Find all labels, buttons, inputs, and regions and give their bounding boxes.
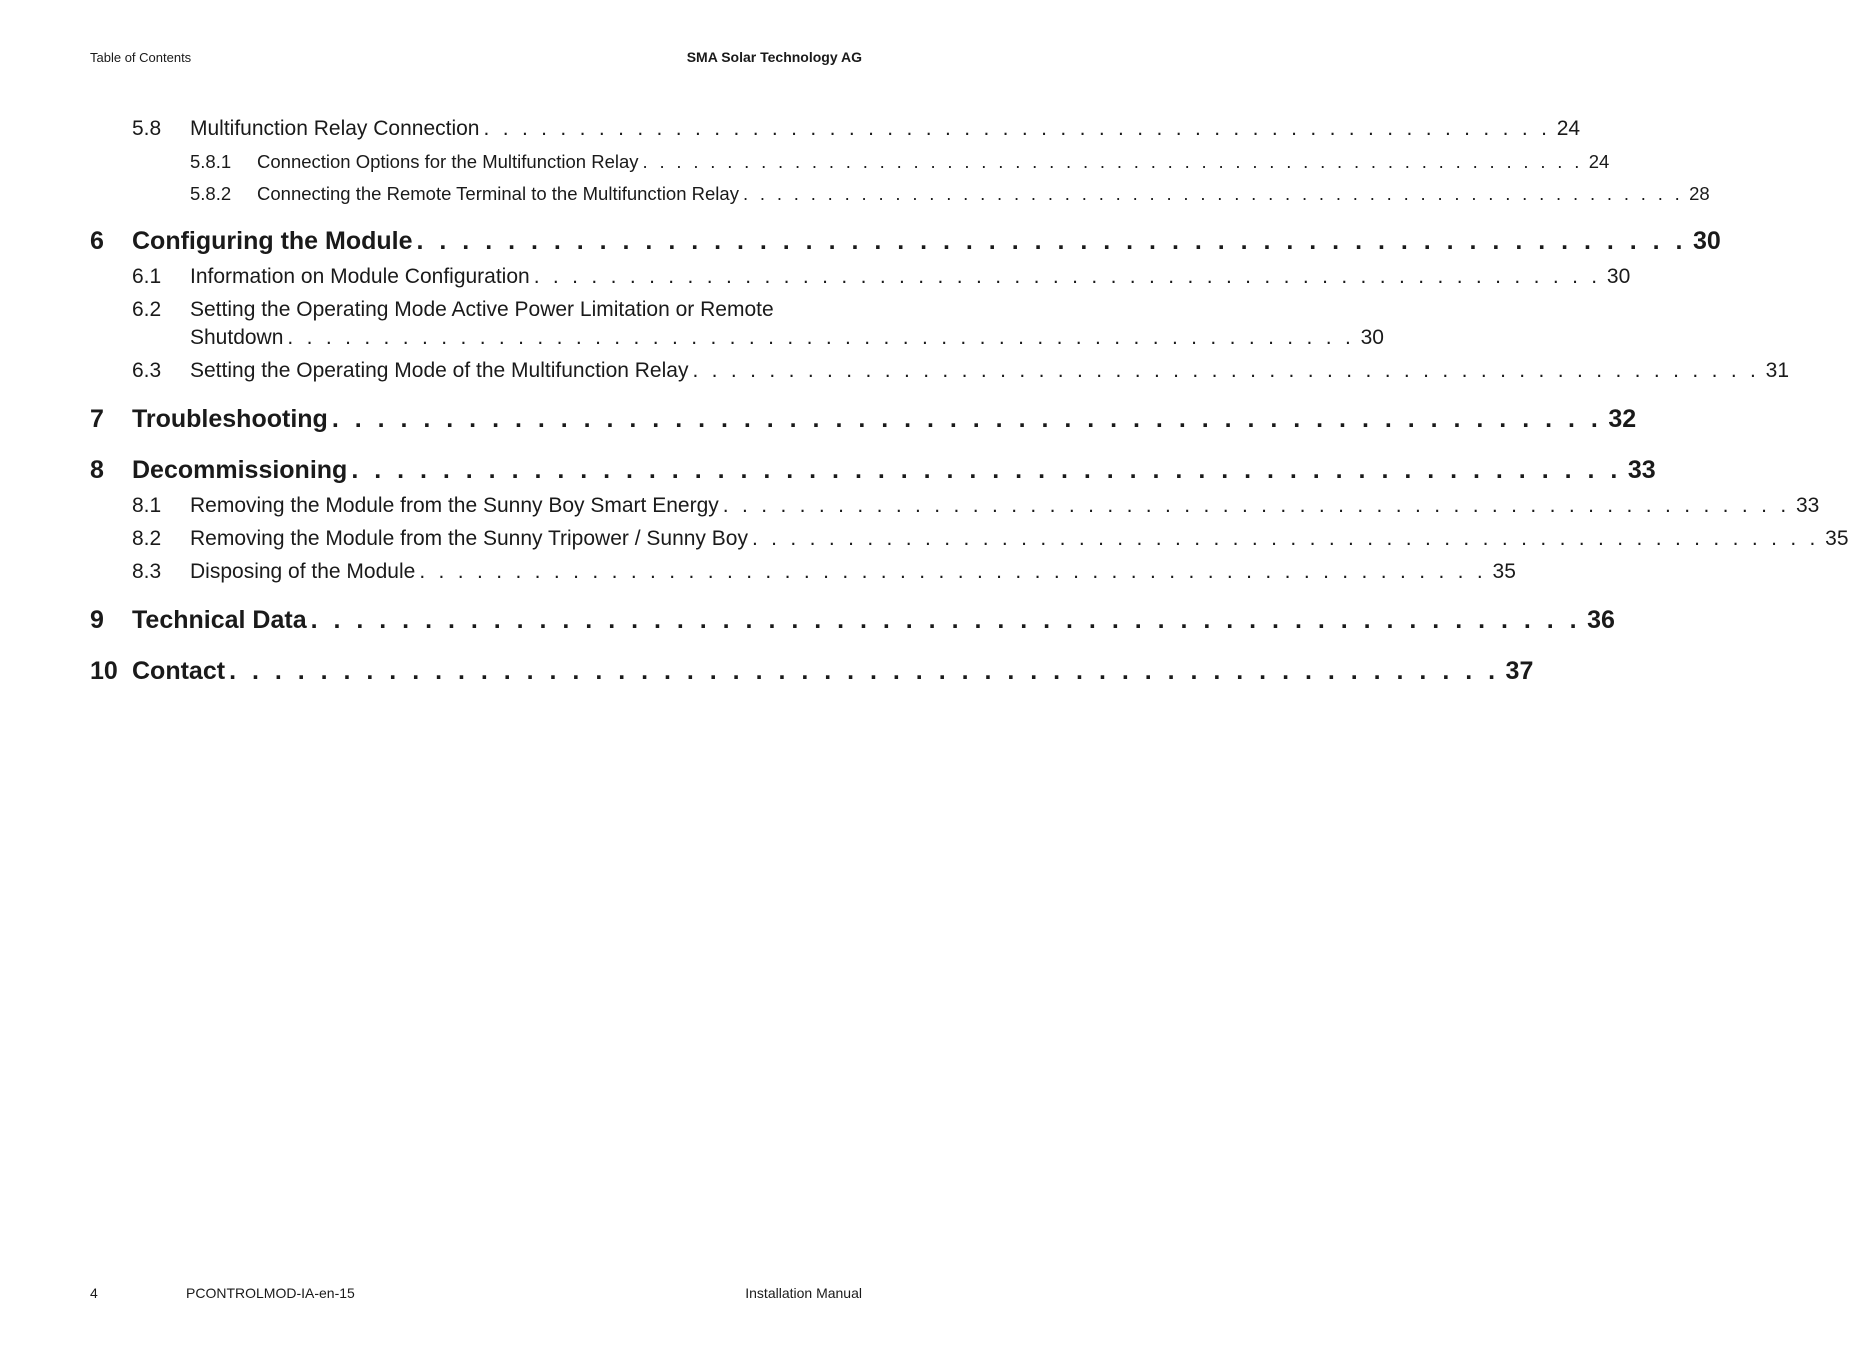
toc-number: 5.8	[132, 117, 162, 140]
toc-title-block	[190, 298, 1384, 350]
toc-leader: . . . . . . . . . . . . . . . . . . . . . . . . . . . . . . . . . . . . . . . . . . . . . . . . . . . . . . . .	[642, 151, 1583, 172]
running-header-company: SMA Solar Technology AG	[686, 49, 862, 65]
toc-entry-9[interactable]	[90, 606, 1615, 635]
toc-page: 36	[1587, 606, 1615, 634]
toc-number: 5.8.1	[190, 151, 232, 172]
toc-title: Troubleshooting	[132, 405, 328, 433]
toc-leader: . . . . . . . . . . . . . . . . . . . . . . . . . . . . . . . . . . . . . . . . . . . . . . . . . . . . . . . .	[419, 560, 1487, 583]
toc-leader: . . . . . . . . . . . . . . . . . . . . . . . . . . . . . . . . . . . . . . . . . . . . . . . . . . . . . . . .	[751, 527, 1820, 550]
toc-entry-6-1[interactable]	[90, 265, 1631, 289]
toc-page: 32	[1608, 405, 1637, 433]
toc-title: Setting the Operating Mode of the Multifunction Relay	[190, 359, 689, 382]
toc-page: 30	[1360, 326, 1384, 349]
toc-leader: . . . . . . . . . . . . . . . . . . . . . . . . . . . . . . . . . . . . . . . . . . . . . . . . . . . . . . . .	[287, 326, 1355, 349]
toc-title: Removing the Module from the Sunny Boy Smart Energy	[190, 494, 719, 517]
toc-page: 35	[1825, 527, 1849, 550]
toc-title-line2: Shutdown	[190, 326, 284, 349]
toc-title: Decommissioning	[132, 456, 348, 484]
toc-number: 8.2	[132, 527, 162, 550]
toc-number: 6.3	[132, 359, 162, 382]
footer-document-code: PCONTROLMOD-IA-en-15	[186, 1285, 355, 1301]
toc-entry-8-2[interactable]	[90, 527, 1849, 551]
toc-title: Disposing of the Module	[190, 560, 416, 583]
toc-entry-8-1[interactable]	[90, 494, 1820, 518]
toc-title: Setting the Operating Mode Active Power Limitation or Remote	[190, 298, 774, 321]
toc-number: 8.3	[132, 560, 162, 583]
toc-entry-5-8[interactable]	[90, 117, 1581, 141]
toc-entry-5-8-1[interactable]	[90, 151, 1610, 173]
toc-title: Configuring the Module	[132, 227, 413, 255]
toc-number: 8.1	[132, 494, 162, 517]
toc-page: 33	[1795, 494, 1820, 517]
toc-number: 8	[90, 456, 104, 484]
toc-page: 24	[1588, 151, 1610, 172]
toc-title: Connecting the Remote Terminal to the Multifunction Relay	[257, 183, 739, 204]
toc-leader: . . . . . . . . . . . . . . . . . . . . . . . . . . . . . . . . . . . . . . . . . . . . . . . . . . . . . . . .	[331, 405, 1603, 433]
footer-document-type: Installation Manual	[745, 1285, 862, 1301]
toc-entry-5-8-2[interactable]	[90, 183, 1710, 205]
toc-page: 33	[1627, 456, 1656, 484]
toc-title: Connection Options for the Multifunction Relay	[257, 151, 639, 172]
toc-entry-8-3[interactable]	[90, 560, 1516, 584]
toc-title: Information on Module Configuration	[190, 265, 530, 288]
toc-leader: . . . . . . . . . . . . . . . . . . . . . . . . . . . . . . . . . . . . . . . . . . . . . . . . . . . . . . . .	[416, 227, 1687, 255]
toc-page: 24	[1556, 117, 1581, 140]
toc-entry-7[interactable]	[90, 405, 1637, 434]
table-of-contents	[90, 108, 1849, 694]
toc-page: 30	[1693, 227, 1721, 255]
toc-leader: . . . . . . . . . . . . . . . . . . . . . . . . . . . . . . . . . . . . . . . . . . . . . . . . . . . . . . . .	[692, 359, 1760, 382]
toc-entry-6-3[interactable]	[90, 359, 1790, 383]
toc-leader: . . . . . . . . . . . . . . . . . . . . . . . . . . . . . . . . . . . . . . . . . . . . . . . . . . . . . . . .	[483, 117, 1551, 140]
toc-page: 37	[1505, 657, 1534, 685]
toc-leader: . . . . . . . . . . . . . . . . . . . . . . . . . . . . . . . . . . . . . . . . . . . . . . . . . . . . . . . .	[722, 494, 1790, 517]
toc-number: 9	[90, 606, 104, 634]
toc-page: 31	[1765, 359, 1790, 382]
toc-entry-6-2[interactable]	[90, 298, 1384, 350]
toc-entry-10[interactable]	[90, 657, 1534, 686]
toc-number: 6.2	[132, 298, 162, 321]
toc-page: 35	[1492, 560, 1516, 583]
toc-leader: . . . . . . . . . . . . . . . . . . . . . . . . . . . . . . . . . . . . . . . . . . . . . . . . . . . . . . . .	[229, 657, 1500, 685]
running-header-section: Table of Contents	[90, 50, 192, 65]
toc-number: 6.1	[132, 265, 162, 288]
toc-page: 28	[1689, 183, 1710, 204]
toc-title: Technical Data	[132, 606, 307, 634]
toc-number: 6	[90, 227, 104, 255]
toc-number: 5.8.2	[190, 183, 232, 204]
toc-leader: . . . . . . . . . . . . . . . . . . . . . . . . . . . . . . . . . . . . . . . . . . . . . . . . . . . . . . . .	[351, 456, 1622, 484]
footer-page-number: 4	[90, 1285, 98, 1301]
toc-title: Multifunction Relay Connection	[190, 117, 480, 140]
toc-leader: . . . . . . . . . . . . . . . . . . . . . . . . . . . . . . . . . . . . . . . . . . . . . . . . . . . . . . . .	[742, 183, 1684, 204]
toc-leader: . . . . . . . . . . . . . . . . . . . . . . . . . . . . . . . . . . . . . . . . . . . . . . . . . . . . . . . .	[533, 265, 1601, 288]
toc-title-continuation	[190, 326, 1384, 350]
toc-entry-8[interactable]	[90, 456, 1656, 485]
toc-title: Contact	[132, 657, 226, 685]
toc-number: 10	[90, 657, 118, 685]
toc-entry-6[interactable]	[90, 227, 1721, 256]
toc-page: 30	[1606, 265, 1631, 288]
toc-leader: . . . . . . . . . . . . . . . . . . . . . . . . . . . . . . . . . . . . . . . . . . . . . . . . . . . . . . . .	[310, 606, 1582, 634]
toc-title: Removing the Module from the Sunny Tripower / Sunny Boy	[190, 527, 748, 550]
toc-number: 7	[90, 405, 104, 433]
